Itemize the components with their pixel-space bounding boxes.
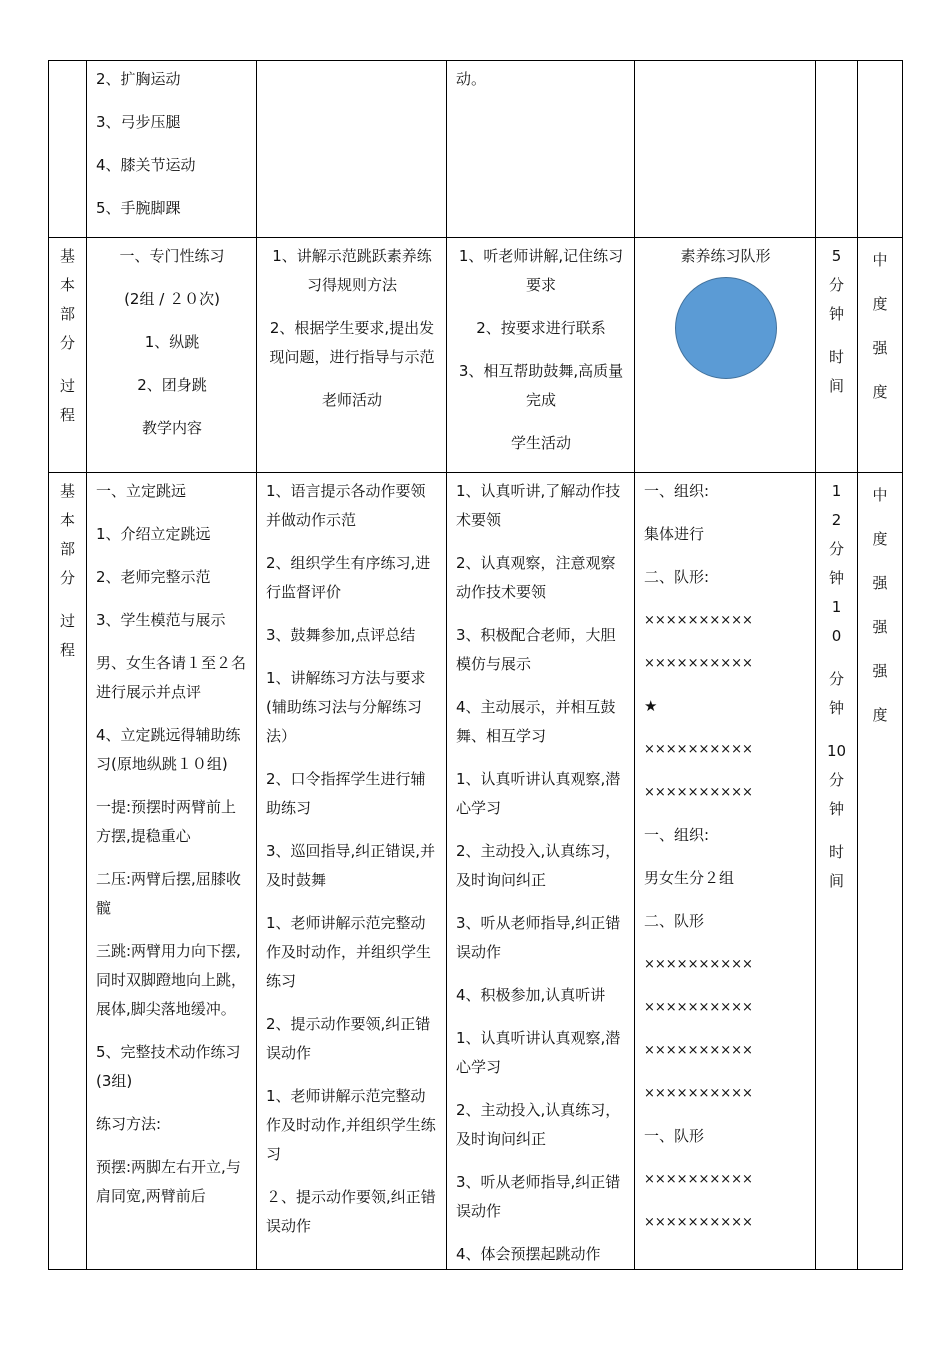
formation-row: ×××××××××× [644, 1043, 753, 1058]
time-char: 间 [828, 377, 844, 395]
time-char: 分 [828, 276, 844, 294]
list-item: 一、队形 [644, 1127, 705, 1145]
list-item: 3、学生模范与展示 [96, 611, 226, 629]
time-cell [816, 238, 858, 473]
list-item: 4、立定跳远得辅助练习(原地纵跳１０组) [96, 726, 241, 773]
time-char: 时 [828, 348, 844, 366]
star-icon: ★ [644, 697, 658, 715]
time-cell [816, 473, 858, 1270]
phase-cell [49, 473, 87, 1270]
list-item: 一、专门性练习 [119, 247, 225, 265]
list-item: 三跳:两臂用力向下摆,同时双脚蹬地向上跳，展体,脚尖落地缓冲。 [96, 942, 247, 1018]
time-char: 钟 [828, 305, 844, 323]
list-item: 男、女生各请１至２名进行展示并点评 [96, 654, 247, 701]
list-item: 练习方法: [96, 1115, 162, 1133]
intensity-cell [858, 238, 903, 473]
formation-row: ×××××××××× [644, 1000, 753, 1015]
student-cell [447, 238, 635, 473]
list-item: 一、组织: [644, 482, 710, 500]
list-item: 1、纵跳 [144, 333, 200, 351]
list-item: 3、听从老师指导,纠正错误动作 [456, 914, 621, 961]
phase-char: 基 [59, 247, 75, 265]
list-item: 3、鼓舞参加,点评总结 [266, 626, 416, 644]
formation-row: ×××××××××× [644, 1172, 753, 1187]
list-item: 3、相互帮助鼓舞,高质量完成 [458, 362, 624, 409]
table-row [49, 61, 903, 238]
list-item: 4、体会预摆起跳动作 [456, 1245, 601, 1263]
list-item: 1、介绍立定跳远 [96, 525, 211, 543]
intensity-cell [858, 61, 903, 238]
time-char: 2 [831, 511, 842, 529]
time-char: 分 [828, 540, 844, 558]
time-char: 时 [828, 843, 844, 861]
student-cell [447, 473, 635, 1270]
intensity-char: 中 [872, 486, 888, 504]
phase-char: 过 [59, 377, 75, 395]
time-char: 分 [828, 670, 844, 688]
list-item: 4、积极参加,认真听讲 [456, 986, 606, 1004]
phase-char: 本 [59, 276, 75, 294]
list-item: 1、认真听讲,了解动作技术要领 [456, 482, 621, 529]
intensity-char: 强 [872, 574, 888, 592]
list-item: 1、老师讲解示范完整动作及时动作，并组织学生练习 [266, 914, 432, 990]
list-item: 1、讲解练习方法与要求(辅助练习法与分解练习法） [266, 669, 426, 745]
content-cell [87, 238, 257, 473]
list-item: 1、认真听讲认真观察,潜心学习 [456, 770, 621, 817]
formation-circle [675, 277, 777, 379]
table-row [49, 238, 903, 473]
phase-char: 部 [59, 540, 75, 558]
time-char: 5 [831, 247, 842, 265]
list-item: 5、手腕脚踝 [96, 199, 181, 217]
list-item: 1、听老师讲解,记住练习要求 [458, 247, 624, 294]
list-item: 4、主动展示，并相互鼓舞、相互学习 [456, 698, 616, 745]
list-item: 2、老师完整示范 [96, 568, 211, 586]
content-cell [87, 61, 257, 238]
list-item: 2、组织学生有序练习,进行监督评价 [266, 554, 431, 601]
list-item: 动。 [456, 70, 487, 88]
time-char: 1 [831, 482, 842, 500]
list-item: 2、认真观察，注意观察动作技术要领 [456, 554, 616, 601]
list-item: 3、巡回指导,纠正错误,并及时鼓舞 [266, 842, 436, 889]
intensity-char: 强 [872, 618, 888, 636]
lesson-plan-table [48, 60, 903, 1270]
phase-char: 程 [59, 406, 75, 424]
list-item: 3、听从老师指导,纠正错误动作 [456, 1173, 621, 1220]
phase-char: 本 [59, 511, 75, 529]
formation-row: ×××××××××× [644, 656, 753, 671]
time-char: 10 [826, 742, 847, 760]
formation-row: ×××××××××× [644, 1086, 753, 1101]
intensity-char: 中 [872, 251, 888, 269]
phase-char: 程 [59, 641, 75, 659]
intensity-char: 度 [872, 295, 888, 313]
phase-char: 分 [59, 569, 75, 587]
time-char: 分 [828, 771, 844, 789]
list-item: 二压:两臂后摆,屈膝收髋 [96, 870, 241, 917]
list-item: 2、提示动作要领,纠正错误动作 [266, 1015, 431, 1062]
list-item: 3、积极配合老师，大胆模仿与展示 [456, 626, 616, 673]
intensity-char: 度 [872, 530, 888, 548]
list-item: 2、主动投入,认真练习，及时询问纠正 [456, 842, 621, 889]
intensity-char: 度 [872, 383, 888, 401]
intensity-cell [858, 473, 903, 1270]
list-item: 2、口令指挥学生进行辅助练习 [266, 770, 426, 817]
list-item: 2、团身跳 [137, 376, 207, 394]
list-item: 1、讲解示范跳跃素养练习得规则方法 [272, 247, 432, 294]
list-item: 2、根据学生要求,提出发现问题，进行指导与示范 [269, 319, 435, 366]
list-item: 二、队形 [644, 912, 705, 930]
organization-cell [635, 238, 816, 473]
list-item: 预摆:两脚左右开立,与肩同宽,两臂前后 [96, 1158, 241, 1205]
time-char: 钟 [828, 569, 844, 587]
time-char: 1 [831, 598, 842, 616]
intensity-char: 强 [872, 339, 888, 357]
list-item: 2、按要求进行联系 [476, 319, 606, 337]
formation-label: 素养练习队形 [680, 247, 771, 265]
list-item: 一提:预摆时两臂前上方摆,提稳重心 [96, 798, 237, 845]
list-item: 一、立定跳远 [96, 482, 187, 500]
table-row [49, 473, 903, 1270]
time-char: 钟 [828, 800, 844, 818]
time-cell [816, 61, 858, 238]
student-cell [447, 61, 635, 238]
intensity-char: 度 [872, 706, 888, 724]
phase-char: 基 [59, 482, 75, 500]
list-item: ２、提示动作要领,纠正错误动作 [266, 1188, 436, 1235]
list-item: 男女生分２组 [644, 869, 735, 887]
list-item: (2组 / ２０次) [124, 290, 220, 308]
list-item: 1、语言提示各动作要领并做动作示范 [266, 482, 426, 529]
list-item: 1、老师讲解示范完整动作及时动作,并组织学生练习 [266, 1087, 436, 1163]
time-char: 0 [831, 627, 842, 645]
formation-row: ×××××××××× [644, 785, 753, 800]
list-item: 5、完整技术动作练习(3组) [96, 1043, 241, 1090]
phase-cell [49, 61, 87, 238]
list-item: 一、组织: [644, 826, 710, 844]
content-cell [87, 473, 257, 1270]
intensity-char: 强 [872, 662, 888, 680]
phase-char: 部 [59, 305, 75, 323]
organization-cell [635, 61, 816, 238]
time-char: 间 [828, 872, 844, 890]
teacher-cell [257, 238, 447, 473]
column-caption: 教学内容 [141, 419, 202, 437]
time-char: 钟 [828, 699, 844, 717]
phase-char: 过 [59, 612, 75, 630]
organization-cell [635, 473, 816, 1270]
phase-char: 分 [59, 334, 75, 352]
formation-row: ×××××××××× [644, 1215, 753, 1230]
formation-row: ×××××××××× [644, 957, 753, 972]
formation-row: ×××××××××× [644, 742, 753, 757]
teacher-cell [257, 473, 447, 1270]
list-item: 3、弓步压腿 [96, 113, 181, 131]
list-item: 二、队形: [644, 568, 710, 586]
column-caption: 老师活动 [321, 391, 382, 409]
list-item: 2、扩胸运动 [96, 70, 181, 88]
list-item: 集体进行 [644, 525, 705, 543]
column-caption: 学生活动 [510, 434, 571, 452]
phase-cell [49, 238, 87, 473]
list-item: 1、认真听讲认真观察,潜心学习 [456, 1029, 621, 1076]
formation-row: ×××××××××× [644, 613, 753, 628]
teacher-cell [257, 61, 447, 238]
list-item: 2、主动投入,认真练习，及时询问纠正 [456, 1101, 621, 1148]
list-item: 4、膝关节运动 [96, 156, 196, 174]
